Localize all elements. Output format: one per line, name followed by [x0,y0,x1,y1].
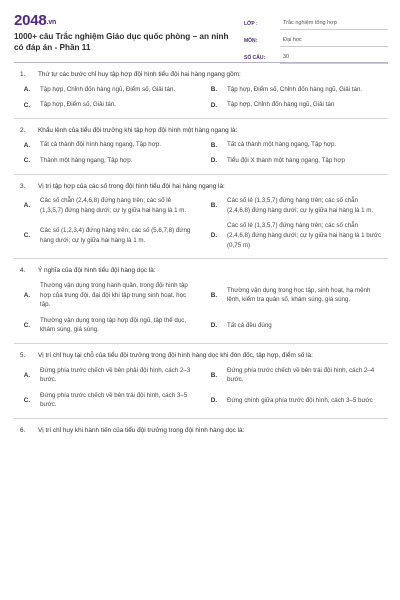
option-letter: A. [23,371,31,379]
option-text: Các số lẻ (1,3,5,7) đứng hàng trên; các số chẵn (2,4,6,8) đứng hàng dưới; cự ly giữa hai hàng là 1 bước (0,75 m) [227,222,382,249]
option-a[interactable] [14,278,201,313]
document-title: 1000+ câu Trắc nghiệm Giáo dục quốc phòng – an ninh có đáp án - Phần 11 [14,32,229,52]
question-2 [14,126,388,175]
option-a[interactable] [14,137,201,153]
question-number: 4. [20,267,26,275]
option-a[interactable] [14,82,201,98]
option-c[interactable] [14,218,201,253]
meta-value-socau: 30 [280,54,388,64]
question-header [14,70,388,80]
option-text: Các số chẵn (2,4,6,8) đứng hàng trên; các số lẻ (1,3,5,7) đứng hàng dưới; cự ly giữa hai hàng là 1 m. [40,197,187,214]
question-text: Khẩu lệnh của tiểu đội trưởng khi tập hợp đội hình một hàng ngang là: [38,126,238,134]
option-grid [14,363,388,413]
meta-value-lop: Trắc nghiệm tổng hợp [280,20,388,30]
option-text: Thường vận dụng trong tập hợp đội ngũ, tập thể dục, khám súng, giá súng. [40,316,187,334]
option-text: Các số (1,2,3,4) đứng hàng trên; các số (5,6,7,8) đứng hàng dưới; cự ly giữa hai hàng là 1 m. [40,227,191,244]
question-text: Vị trí chỉ huy khi hành tiến của tiểu đội trưởng trong đội hình hàng dọc là: [38,427,245,435]
option-b[interactable] [201,278,388,313]
option-text: Các số lẻ (1,3,5,7) đứng hàng trên; các số chẵn (2,4,6,8) đứng hàng dưới; cự ly giữa hai hàng là 1 m. [227,197,374,214]
option-letter: D. [210,321,218,329]
option-text: Thường vận dụng trong hành quân, trong đội hình tập hợp của trung đội, đại đội khi tập trung sinh hoạt, học tập. [40,281,188,309]
meta-row-mon [244,30,388,47]
option-letter: A. [23,202,31,210]
option-d[interactable] [201,97,388,113]
meta-label-mon: MÔN: [244,38,258,44]
question-header [14,182,388,192]
question-number: 5. [20,351,26,359]
question-header [14,351,388,361]
question-number: 6. [20,427,26,435]
option-grid [14,193,388,253]
option-text: Tập hợp, Điểm số, Giải tán. [40,101,116,109]
option-c[interactable] [14,153,201,169]
logo-main: 2048 [14,12,47,29]
option-letter: C. [23,101,31,109]
question-4 [14,266,388,344]
question-header [14,126,388,136]
option-d[interactable] [201,388,388,413]
option-b[interactable] [201,363,388,388]
option-letter: A. [23,85,31,93]
option-letter: C. [23,321,31,329]
option-letter: B. [210,371,218,379]
option-letter: D. [210,396,218,404]
option-b[interactable] [201,137,388,153]
option-letter: A. [23,141,31,149]
option-text: Đứng phía trước chếch về bên trái đội hình, cách 3–5 bước. [40,391,188,409]
option-letter: C. [23,232,31,240]
option-d[interactable] [201,153,388,169]
option-d[interactable] [201,313,388,338]
option-text: Tập hợp, Chỉnh đốn hàng ngũ, Điểm số, Giải tán. [40,85,176,93]
option-text: Tất cả đều đúng [227,321,272,329]
meta-label-socau: SỐ CÂU: [244,55,266,61]
option-letter: A. [23,291,31,299]
question-header [14,426,388,436]
option-text: Thường vận dụng trong học tập, sinh hoạt, hạ mệnh lệnh, kiểm tra quân số, khám súng, giá súng. [227,286,371,304]
option-letter: B. [210,202,218,210]
option-letter: C. [23,396,31,404]
question-6 [14,426,388,441]
option-letter: B. [210,141,218,149]
option-text: Tiểu đội X thành một hàng ngang, Tập hợp [227,157,345,165]
option-d[interactable] [201,218,388,253]
option-c[interactable] [14,313,201,338]
question-number: 1. [20,71,26,78]
question-list [14,70,388,441]
question-text: Vị trí chỉ huy tại chỗ của tiểu đội trưởng trong đội hình hàng dọc khi đón đốc, tập hợp, điểm số là: [38,351,313,359]
question-text: Thứ tự các bước chỉ huy tập hợp đội hình tiểu đội hai hàng ngang gồm: [38,71,241,78]
option-b[interactable] [201,82,388,98]
option-text: Đứng phía trước chếch về bên phải đội hình, cách 2–3 bước. [40,366,191,384]
meta-row-socau [244,47,388,64]
option-grid [14,82,388,113]
header-meta [244,0,388,62]
option-grid [14,137,388,168]
document-header [14,0,388,63]
option-letter: B. [210,291,218,299]
logo-tld: .vn [46,19,57,26]
meta-value-mon: Đại học [280,37,388,47]
option-a[interactable] [14,363,201,388]
option-grid [14,278,388,338]
option-text: Tất cả thành đội hình hàng ngang, Tập hợp. [40,141,161,149]
option-text: Đứng chính giữa phía trước đội hình, cách 3–5 bước [227,396,373,404]
option-text: Thành một hàng ngang, Tập hợp. [40,157,133,165]
option-letter: D. [210,157,218,165]
option-c[interactable] [14,97,201,113]
option-text: Tập hợp, Chỉnh đốn hàng ngũ, Giải tán [227,101,335,109]
meta-label-lop: LỚP : [244,21,258,27]
question-text: Vị trí tập hợp của các số trong đội hình tiểu đội hai hàng ngang là: [38,182,225,190]
option-c[interactable] [14,388,201,413]
site-logo[interactable] [14,12,240,29]
option-letter: C. [23,157,31,165]
question-number: 2. [20,126,26,134]
option-a[interactable] [14,193,201,218]
option-letter: D. [210,101,218,109]
question-3 [14,182,388,260]
option-b[interactable] [201,193,388,218]
option-text: Đứng phía trước chếch về bên trái đội hình, cách 2–4 bước. [227,366,375,384]
header-left [14,0,240,62]
meta-row-lop [244,13,388,30]
option-letter: D. [210,232,218,240]
question-header [14,266,388,276]
option-text: Tất cả thành một hàng ngang, Tập hợp. [227,141,337,149]
option-letter: B. [210,85,218,93]
question-1 [14,70,388,119]
option-text: Tập hợp, Điểm số, Chỉnh đốn hàng ngũ, Giải tán. [227,85,363,93]
question-number: 3. [20,182,26,190]
question-5 [14,351,388,419]
question-text: Ý nghĩa của đội hình tiểu đội hàng dọc là: [38,267,156,275]
